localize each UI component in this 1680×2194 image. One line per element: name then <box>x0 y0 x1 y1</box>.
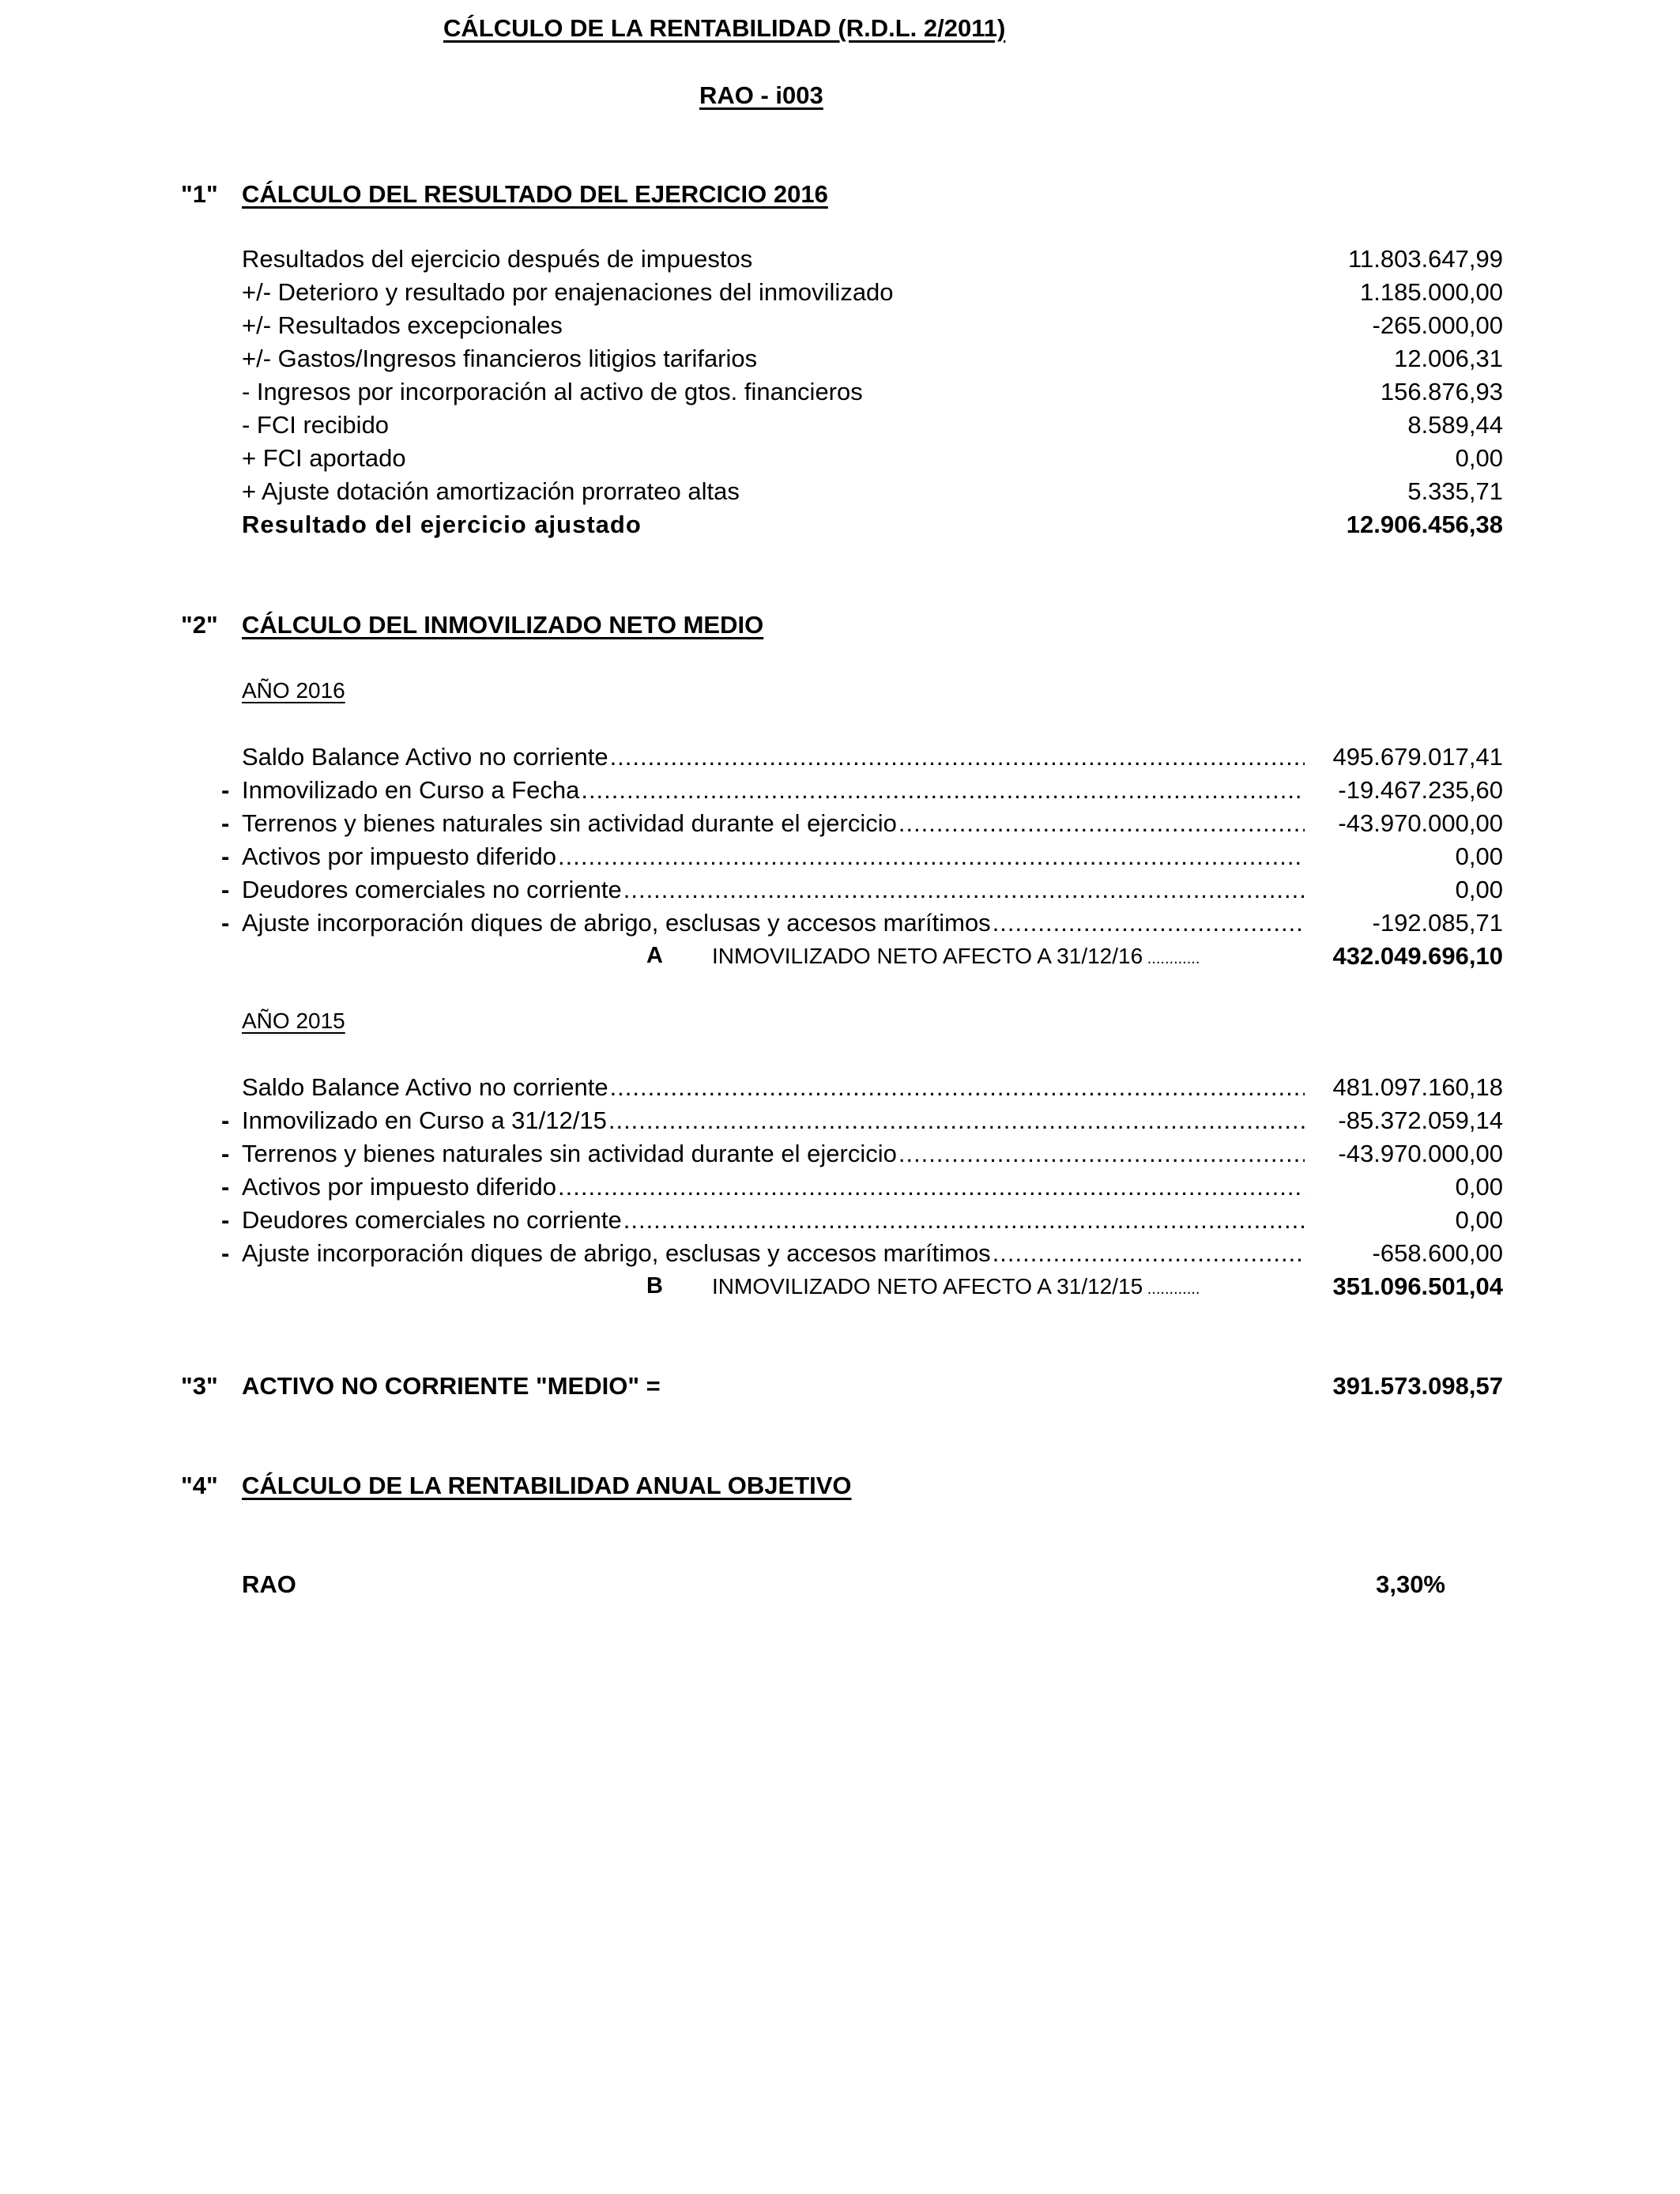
s2-2015-row <box>242 1173 1305 1201</box>
dot-leader <box>608 1073 1305 1102</box>
minus-sign: - <box>221 1140 230 1167</box>
s1-row-label: - FCI recibido <box>242 411 390 439</box>
s2-2015-row <box>242 1239 1305 1268</box>
dot-leader <box>556 1173 1305 1201</box>
subtotal-b-letter: B <box>646 1273 663 1299</box>
s1-row-label: +/- Gastos/Ingresos financieros litigios tarifarios <box>242 345 758 372</box>
s2-2016-row <box>242 876 1305 904</box>
dot-leader <box>556 843 1305 871</box>
rao-label: RAO <box>242 1570 296 1598</box>
s1-row-label: +/- Deterioro y resultado por enajenaciones del inmovilizado <box>242 278 894 306</box>
s1-row-label: +/- Resultados excepcionales <box>242 311 563 339</box>
dot-leader <box>897 809 1305 838</box>
s2-2016-row <box>242 776 1305 805</box>
document-title: CÁLCULO DE LA RENTABILIDAD (R.D.L. 2/2011) <box>443 14 1006 42</box>
dot-leader <box>991 1239 1305 1268</box>
year-2015-label: AÑO 2015 <box>242 1008 345 1033</box>
dot-leader <box>622 1206 1305 1235</box>
s2-2016-row <box>242 843 1305 871</box>
row-label: Deudores comerciales no corriente <box>242 1206 622 1234</box>
s2-2016-row <box>242 909 1305 937</box>
s1-row-label: + FCI aportado <box>242 444 406 472</box>
minus-sign: - <box>221 1173 230 1201</box>
row-value: -43.970.000,00 <box>1338 1140 1503 1167</box>
s1-total-value: 12.906.456,38 <box>1346 511 1503 538</box>
subtotal-a-letter: A <box>646 943 663 968</box>
subtotal-b-value: 351.096.501,04 <box>1332 1272 1503 1300</box>
minus-sign: - <box>221 843 230 870</box>
row-label: Terrenos y bienes naturales sin actividad durante el ejercicio <box>242 809 897 837</box>
s2-2015-row <box>242 1140 1305 1168</box>
row-label: Saldo Balance Activo no corriente <box>242 743 608 771</box>
dot-leader <box>991 909 1305 937</box>
row-value: -19.467.235,60 <box>1338 776 1503 804</box>
s1-row-value: 0,00 <box>1455 444 1503 472</box>
s2-2015-row <box>242 1073 1305 1102</box>
s1-row-value: 5.335,71 <box>1407 477 1503 505</box>
row-value: 495.679.017,41 <box>1332 743 1503 771</box>
minus-sign: - <box>221 1239 230 1267</box>
row-value: 481.097.160,18 <box>1332 1073 1503 1101</box>
dot-leader <box>622 876 1305 904</box>
s1-row-value: 11.803.647,99 <box>1348 245 1503 273</box>
row-label: Deudores comerciales no corriente <box>242 876 622 903</box>
row-label: Activos por impuesto diferido <box>242 843 557 870</box>
section-4-number: "4" <box>181 1472 218 1499</box>
section-3-value: 391.573.098,57 <box>1332 1372 1503 1400</box>
document-subtitle: RAO - i003 <box>699 81 823 109</box>
year-2016-label: AÑO 2016 <box>242 678 345 703</box>
row-value: 0,00 <box>1455 876 1503 903</box>
subtotal-a-label <box>712 944 1200 969</box>
minus-sign: - <box>221 1206 230 1234</box>
s1-row-label: - Ingresos por incorporación al activo de gtos. financieros <box>242 378 863 405</box>
row-value: -658.600,00 <box>1372 1239 1503 1267</box>
s2-2016-row <box>242 743 1305 771</box>
s1-total-label: Resultado del ejercicio ajustado <box>242 511 642 538</box>
row-label: Ajuste incorporación diques de abrigo, esclusas y accesos marítimos <box>242 1239 991 1267</box>
dot-leader: ............ <box>1143 950 1200 967</box>
row-value: 0,00 <box>1455 1173 1503 1201</box>
section-4-title: CÁLCULO DE LA RENTABILIDAD ANUAL OBJETIVO <box>242 1472 852 1499</box>
dot-leader: ............ <box>1143 1280 1200 1298</box>
row-label: Activos por impuesto diferido <box>242 1173 557 1201</box>
minus-sign: - <box>221 776 230 804</box>
row-value: -43.970.000,00 <box>1338 809 1503 837</box>
minus-sign: - <box>221 1106 230 1134</box>
minus-sign: - <box>221 909 230 937</box>
dot-leader <box>607 1106 1305 1135</box>
s1-row-value: 1.185.000,00 <box>1359 278 1503 306</box>
rao-value: 3,30% <box>1376 1570 1445 1598</box>
s2-2015-row <box>242 1206 1305 1235</box>
section-3-title: ACTIVO NO CORRIENTE "MEDIO" = <box>242 1372 661 1400</box>
s1-row-value: -265.000,00 <box>1372 311 1503 339</box>
section-2-number: "2" <box>181 611 218 639</box>
row-value: 0,00 <box>1455 1206 1503 1234</box>
section-1-number: "1" <box>181 180 218 208</box>
s1-row-label: Resultados del ejercicio después de impuestos <box>242 245 753 273</box>
dot-leader <box>897 1140 1305 1168</box>
section-2-title: CÁLCULO DEL INMOVILIZADO NETO MEDIO <box>242 611 764 639</box>
dot-leader <box>608 743 1305 771</box>
subtotal-a-text: INMOVILIZADO NETO AFECTO A 31/12/16 <box>712 944 1143 968</box>
minus-sign: - <box>221 876 230 903</box>
subtotal-a-value: 432.049.696,10 <box>1332 942 1503 970</box>
minus-sign: - <box>221 809 230 837</box>
s1-row-value: 12.006,31 <box>1394 345 1503 372</box>
row-value: -192.085,71 <box>1372 909 1503 937</box>
s1-row-value: 8.589,44 <box>1407 411 1503 439</box>
row-label: Inmovilizado en Curso a 31/12/15 <box>242 1106 607 1134</box>
row-value: -85.372.059,14 <box>1338 1106 1503 1134</box>
row-label: Ajuste incorporación diques de abrigo, esclusas y accesos marítimos <box>242 909 991 937</box>
row-label: Saldo Balance Activo no corriente <box>242 1073 608 1101</box>
s2-2016-row <box>242 809 1305 838</box>
section-3-number: "3" <box>181 1372 218 1400</box>
row-value: 0,00 <box>1455 843 1503 870</box>
subtotal-b-label <box>712 1274 1200 1299</box>
row-label: Inmovilizado en Curso a Fecha <box>242 776 580 804</box>
s1-row-label: + Ajuste dotación amortización prorrateo altas <box>242 477 740 505</box>
dot-leader <box>579 776 1305 805</box>
subtotal-b-text: INMOVILIZADO NETO AFECTO A 31/12/15 <box>712 1274 1143 1299</box>
s1-row-value: 156.876,93 <box>1380 378 1503 405</box>
row-label: Terrenos y bienes naturales sin actividad durante el ejercicio <box>242 1140 897 1167</box>
section-1-title: CÁLCULO DEL RESULTADO DEL EJERCICIO 2016 <box>242 180 828 208</box>
s2-2015-row <box>242 1106 1305 1135</box>
